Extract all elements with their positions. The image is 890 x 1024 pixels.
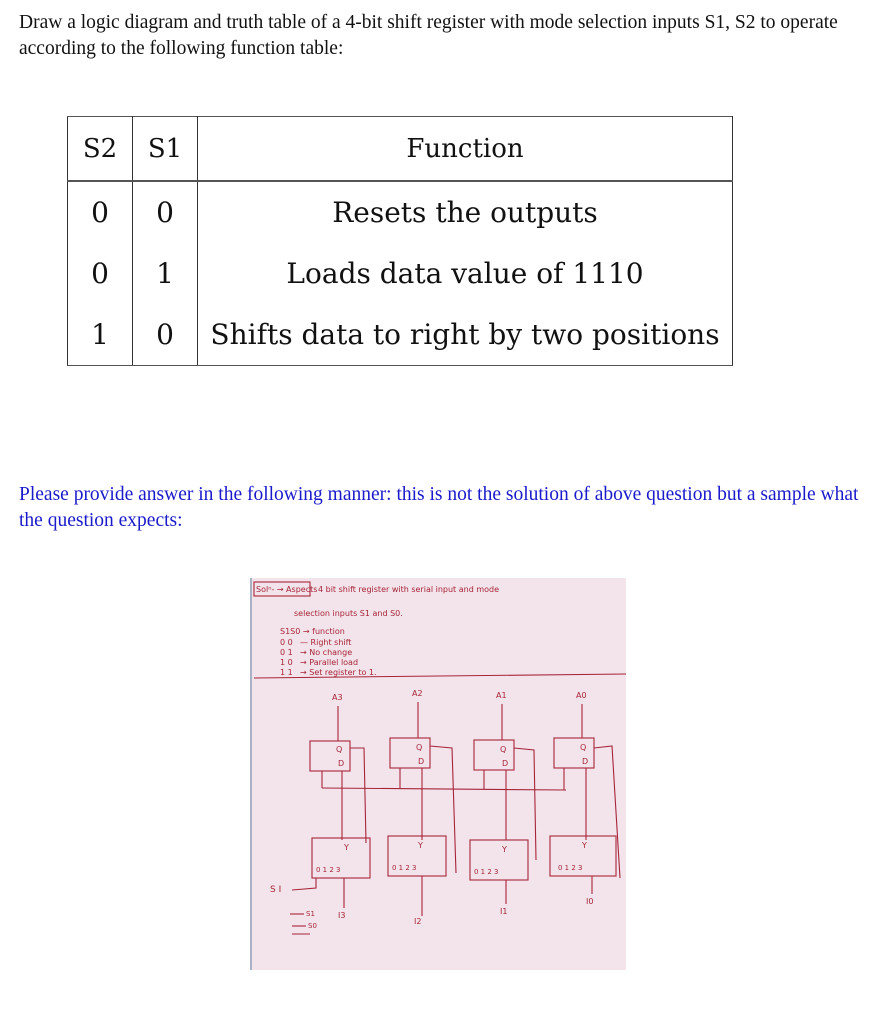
mode-code: 1 1 xyxy=(280,668,293,677)
cell-function: Resets the outputs xyxy=(198,181,733,243)
ff-d-label: D xyxy=(418,757,425,766)
output-label: A2 xyxy=(412,689,423,698)
handwritten-sample-photo xyxy=(250,578,626,970)
mode-code: 0 0 xyxy=(280,638,293,647)
input-label: I0 xyxy=(586,897,594,906)
ff-d-label: D xyxy=(502,759,509,768)
svg-text:0 1 2 3: 0 1 2 3 xyxy=(474,868,499,876)
serial-input-label: S I xyxy=(270,885,282,895)
mode-table-header: S1S0 → function xyxy=(280,627,345,636)
ff-q-label: Q xyxy=(416,743,423,752)
header-s2: S2 xyxy=(68,117,133,182)
question-text: Draw a logic diagram and truth table of a 4-bit shift register with mode selection inputs S1, S2 to operate according to the following function table: xyxy=(19,12,838,59)
mode-code: 0 1 xyxy=(280,648,293,657)
sample-instruction-text: Please provide answer in the following manner: this is not the solution of above question but a sample what the question expects: xyxy=(19,484,859,531)
header-s1: S1 xyxy=(133,117,198,182)
svg-text:0 1 2 3: 0 1 2 3 xyxy=(392,864,417,872)
handwritten-diagram xyxy=(252,578,628,970)
cell-s1: 1 xyxy=(133,243,198,304)
mux-y-label: Y xyxy=(344,843,349,852)
mode-desc: — Right shift xyxy=(300,638,352,647)
heading-line1: 4 bit shift register with serial input and mode xyxy=(318,585,500,594)
ff-d-label: D xyxy=(338,759,345,768)
mux-y-label: Y xyxy=(502,845,507,854)
select-label: S1 xyxy=(306,910,315,918)
ff-d-label: D xyxy=(582,757,589,766)
mode-desc: → Set register to 1. xyxy=(300,668,377,677)
svg-text:0 1 2 3: 0 1 2 3 xyxy=(558,864,583,872)
input-label: I1 xyxy=(500,907,508,916)
heading-prefix: Solⁿ- → Aspects xyxy=(256,585,318,594)
svg-text:0 1 2 3: 0 1 2 3 xyxy=(316,866,341,874)
cell-s2: 0 xyxy=(68,243,133,304)
table-row xyxy=(68,304,733,366)
heading-line2: selection inputs S1 and S0. xyxy=(294,609,403,618)
ff-q-label: Q xyxy=(500,745,507,754)
mode-desc: → No change xyxy=(300,648,353,657)
header-function: Function xyxy=(198,117,733,182)
table-row xyxy=(68,181,733,243)
table-header-row xyxy=(68,117,733,182)
cell-s1: 0 xyxy=(133,181,198,243)
cell-s2: 0 xyxy=(68,181,133,243)
output-label: A3 xyxy=(332,693,343,702)
output-label: A0 xyxy=(576,691,587,700)
input-label: I2 xyxy=(414,917,422,926)
mode-desc: → Parallel load xyxy=(300,658,359,667)
select-label: S0 xyxy=(308,922,317,930)
ff-q-label: Q xyxy=(580,743,587,752)
table-row xyxy=(68,243,733,304)
cell-function: Shifts data to right by two positions xyxy=(198,304,733,366)
cell-s1: 0 xyxy=(133,304,198,366)
input-label: I3 xyxy=(338,911,346,920)
mode-code: 1 0 xyxy=(280,658,293,667)
function-table xyxy=(67,116,733,366)
mux-y-label: Y xyxy=(418,841,423,850)
ff-q-label: Q xyxy=(336,745,343,754)
output-label: A1 xyxy=(496,691,507,700)
cell-function: Loads data value of 1110 xyxy=(198,243,733,304)
mux-y-label: Y xyxy=(582,841,587,850)
cell-s2: 1 xyxy=(68,304,133,366)
